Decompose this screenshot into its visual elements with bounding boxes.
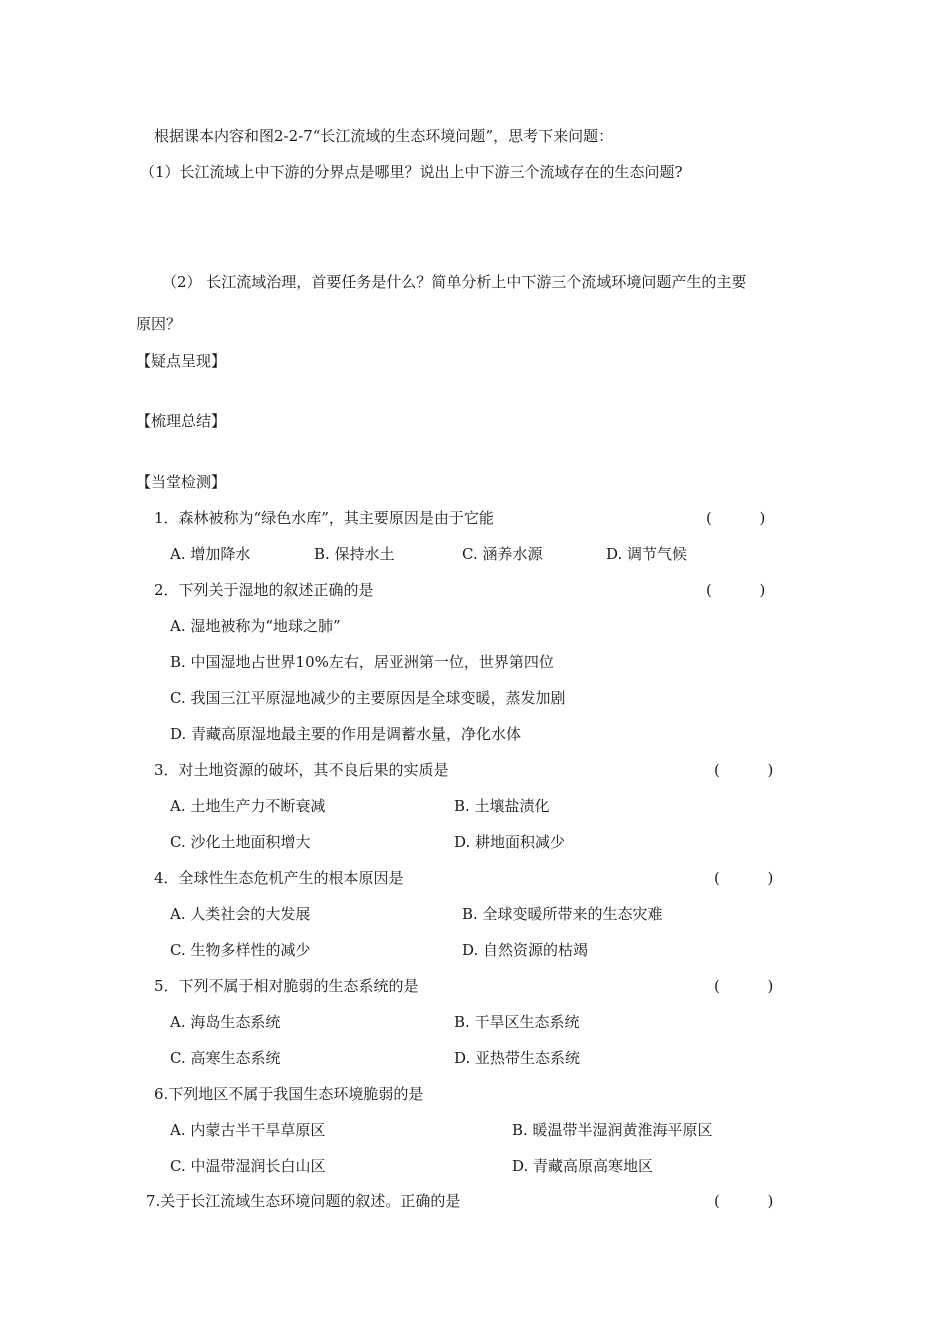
mc-question-4-stem: 4．全球性生态危机产生的根本原因是 [154, 869, 404, 887]
mc-question-6-option-d: D. 青藏高原高寒地区 [512, 1157, 654, 1175]
intro-text: 根据课本内容和图2-2-7“长江流域的生态环境问题”，思考下来问题： [154, 127, 614, 145]
answer-blank-1[interactable]: ( ) [706, 509, 766, 527]
mc-question-1-option-a: A. 增加降水 [170, 545, 251, 563]
mc-question-3-option-d: D. 耕地面积减少 [454, 833, 566, 851]
mc-question-1-option-b: B. 保持水土 [314, 545, 395, 563]
mc-question-1-option-d: D. 调节气候 [606, 545, 688, 563]
answer-blank-4[interactable]: ( ) [714, 869, 774, 887]
mc-question-6-stem: 6.下列地区不属于我国生态环境脆弱的是 [154, 1085, 424, 1103]
answer-blank-7[interactable]: ( ) [714, 1192, 774, 1210]
mc-question-2-stem: 2．下列关于湿地的叙述正确的是 [154, 581, 374, 599]
mc-question-5-option-c: C. 高寒生态系统 [170, 1049, 281, 1067]
mc-question-6-option-c: C. 中温带湿润长白山区 [170, 1157, 326, 1175]
mc-question-4-option-b: B. 全球变暖所带来的生态灾难 [462, 905, 663, 923]
mc-question-1-option-c: C. 涵养水源 [462, 545, 543, 563]
question-2-line-2: 原因？ [136, 315, 182, 333]
answer-blank-3[interactable]: ( ) [714, 761, 774, 779]
mc-question-4-option-d: D. 自然资源的枯竭 [462, 941, 589, 959]
mc-question-3-option-a: A. 土地生产力不断衰减 [170, 797, 326, 815]
mc-question-3-option-c: C. 沙化土地面积增大 [170, 833, 311, 851]
mc-question-5-option-a: A. 海岛生态系统 [170, 1013, 281, 1031]
mc-question-4-option-a: A. 人类社会的大发展 [170, 905, 311, 923]
mc-question-5-option-b: B. 干旱区生态系统 [454, 1013, 580, 1031]
section-heading-test: 【当堂检测】 [136, 473, 227, 491]
mc-question-2-option-c: C. 我国三江平原湿地减少的主要原因是全球变暖，蒸发加剧 [170, 689, 566, 707]
mc-question-3-option-b: B. 土壤盐渍化 [454, 797, 550, 815]
question-2-line-1: （2） 长江流域治理，首要任务是什么？简单分析上中下游三个流域环境问题产生的主要 [162, 273, 747, 291]
mc-question-5-option-d: D. 亚热带生态系统 [454, 1049, 581, 1067]
mc-question-6-option-b: B. 暖温带半湿润黄淮海平原区 [512, 1121, 713, 1139]
section-heading-doubts: 【疑点呈现】 [136, 352, 227, 370]
mc-question-3-stem: 3．对土地资源的破坏，其不良后果的实质是 [154, 761, 449, 779]
mc-question-2-option-b: B. 中国湿地占世界10%左右，居亚洲第一位，世界第四位 [170, 653, 554, 671]
mc-question-2-option-a: A. 湿地被称为“地球之肺” [170, 617, 341, 635]
mc-question-4-option-c: C. 生物多样性的减少 [170, 941, 311, 959]
mc-question-1-stem: 1．森林被称为“绿色水库”，其主要原因是由于它能 [154, 509, 494, 527]
mc-question-7-stem: 7.关于长江流域生态环境问题的叙述。正确的是 [146, 1192, 461, 1210]
section-heading-summary: 【梳理总结】 [136, 412, 227, 430]
question-1: （1）长江流域上中下游的分界点是哪里？说出上中下游三个流域存在的生态问题? [140, 163, 683, 181]
answer-blank-2[interactable]: ( ) [706, 581, 766, 599]
mc-question-5-stem: 5．下列不属于相对脆弱的生态系统的是 [154, 977, 419, 995]
mc-question-2-option-d: D. 青藏高原湿地最主要的作用是调蓄水量，净化水体 [170, 725, 522, 743]
answer-blank-5[interactable]: ( ) [714, 977, 774, 995]
mc-question-6-option-a: A. 内蒙古半干旱草原区 [170, 1121, 326, 1139]
